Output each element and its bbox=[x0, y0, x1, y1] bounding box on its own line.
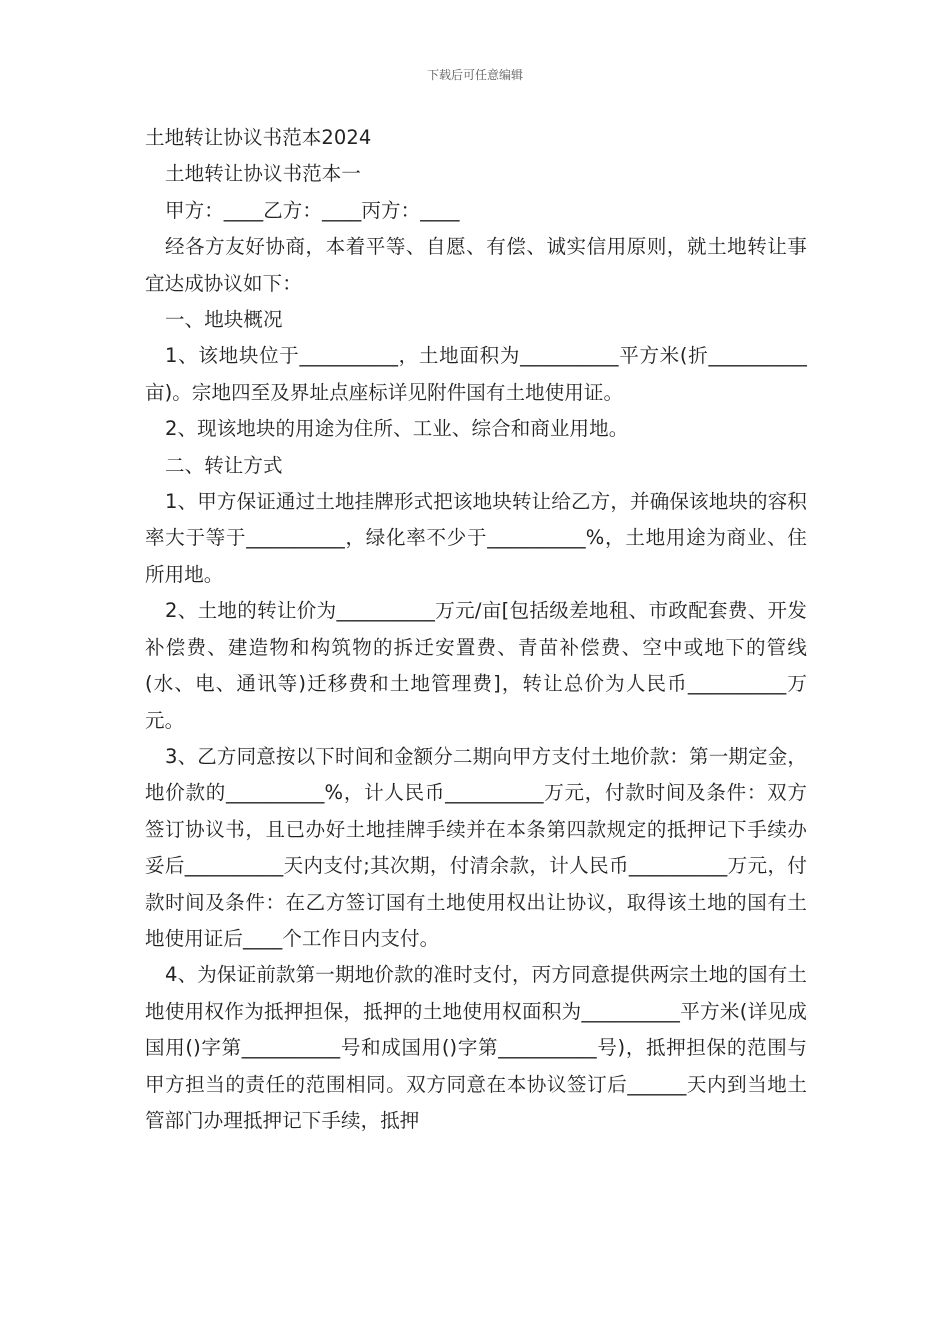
page-header: 下载后可任意编辑 bbox=[426, 68, 523, 82]
paragraph: 2、土地的转让价为__________万元/亩[包括级差地租、市政配套费、开发补偿费、建造物和构筑物的拆迁安置费、青苗补偿费、空中或地下的管线(水、电、通讯等)迁移费和土地管理费]，转让总价为人民币__________万元。 bbox=[145, 599, 807, 732]
paragraph: 4、为保证前款第一期地价款的准时支付，丙方同意提供两宗土地的国有土地使用权作为抵押担保，抵押的土地使用权面积为__________平方米(详见成国用()字第__________号和成国用()字第__________号)，抵押担保的范围与甲方担当的责任的范围相同。双方同意在本协议签订后______天内到当地土管部门办理抵押记下手续，抵押 bbox=[145, 963, 807, 1132]
paragraph: 二、转让方式 bbox=[165, 453, 283, 477]
paragraph: 经各方友好协商，本着平等、自愿、有偿、诚实信用原则，就土地转让事宜达成协议如下： bbox=[145, 235, 807, 295]
paragraph: 土地转让协议书范本一 bbox=[165, 162, 362, 186]
paragraph: 1、甲方保证通过土地挂牌形式把该地块转让给乙方，并确保该地块的容积率大于等于__________，绿化率不少于__________%，土地用途为商业、住所用地。 bbox=[145, 490, 807, 586]
paragraph: 一、地块概况 bbox=[165, 308, 283, 332]
paragraph: 3、乙方同意按以下时间和金额分二期向甲方支付土地价款：第一期定金，地价款的__________%，计人民币__________万元，付款时间及条件：双方签订协议书，且已办好土地挂牌手续并在本条第四款规定的抵押记下手续办妥后__________天内支付;其次期，付清余款，计人民币__________万元，付款时间及条件：在乙方签订国有土地使用权出让协议，取得该土地的国有土地使用证后____个工作日内支付。 bbox=[145, 744, 807, 950]
paragraph: 1、该地块位于__________，土地面积为__________平方米(折__________亩)。宗地四至及界址点座标详见附件国有土地使用证。 bbox=[145, 344, 807, 404]
document-title: 土地转让协议书范本2024 bbox=[145, 126, 372, 149]
paragraph: 甲方：____乙方：____丙方：____ bbox=[165, 198, 460, 222]
paragraph: 2、现该地块的用途为住所、工业、综合和商业用地。 bbox=[165, 417, 629, 441]
document-body bbox=[145, 120, 807, 1139]
